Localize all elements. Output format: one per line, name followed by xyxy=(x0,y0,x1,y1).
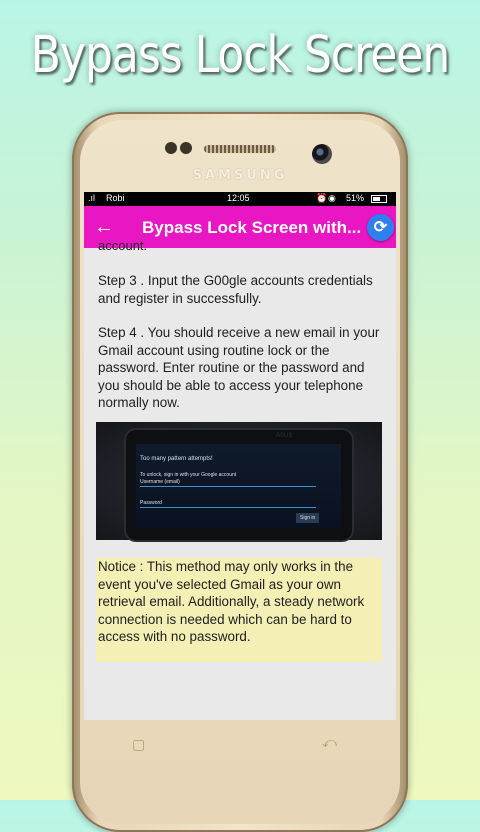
status-time: 12:05 xyxy=(227,193,250,203)
front-camera-icon xyxy=(312,144,332,164)
alarm-icon: ⏰ xyxy=(316,193,328,203)
step-3-text: Step 3 . Input the G00gle accounts credentials and register in successfully. xyxy=(98,273,373,306)
promo-title: Bypass Lock Screen xyxy=(30,26,450,85)
signal-icon: .ıl xyxy=(88,193,96,203)
article-content[interactable] xyxy=(84,238,396,720)
tablet-brand: ASUS xyxy=(276,433,293,439)
password-field: Password xyxy=(140,500,316,508)
sensor-icon xyxy=(180,142,192,154)
battery-level xyxy=(373,197,380,201)
refresh-button[interactable] xyxy=(367,214,394,241)
carrier-name: Robi xyxy=(106,193,125,203)
app-bar-title: Bypass Lock Screen with... xyxy=(142,218,362,237)
status-bar xyxy=(84,192,396,206)
step-4-text: Step 4 . You should receive a new email in your Gmail account using routine lock or the password. Enter routine or the password and you should be able to access your telephone normally now. xyxy=(98,325,380,410)
device-brand-logo: SAMSUNG xyxy=(192,168,288,183)
battery-icon xyxy=(371,195,387,203)
lock-instruction: To unlock, sign in with your Google account xyxy=(140,472,237,478)
back-arrow-icon[interactable]: ← xyxy=(94,216,114,238)
sensor-icon xyxy=(165,142,177,154)
phone-screen xyxy=(84,192,396,720)
lock-screen-photo xyxy=(96,422,382,540)
eye-comfort-icon: ◉ xyxy=(328,193,336,203)
battery-percent: 51% xyxy=(346,193,365,203)
partial-text: account. xyxy=(98,238,148,253)
sign-in-button: Sign in xyxy=(296,513,319,523)
username-field: Username (email) xyxy=(140,479,316,487)
tablet-device xyxy=(126,430,352,540)
recents-icon[interactable]: ▢ xyxy=(132,736,146,752)
notice-text: Notice : This method may only works in the event you've selected Gmail as your own retrieval email. Additionally, a steady network connection is needed which can be hard to access with no password. xyxy=(98,559,365,644)
phone-frame xyxy=(72,112,408,832)
notice-box xyxy=(96,558,382,662)
refresh-icon: ⟳ xyxy=(373,219,388,236)
tablet-screen xyxy=(136,444,341,528)
lock-alert: Too many pattern attempts! xyxy=(140,456,213,462)
nav-back-icon[interactable]: ⤺ xyxy=(322,734,337,750)
earpiece-speaker xyxy=(204,145,276,153)
